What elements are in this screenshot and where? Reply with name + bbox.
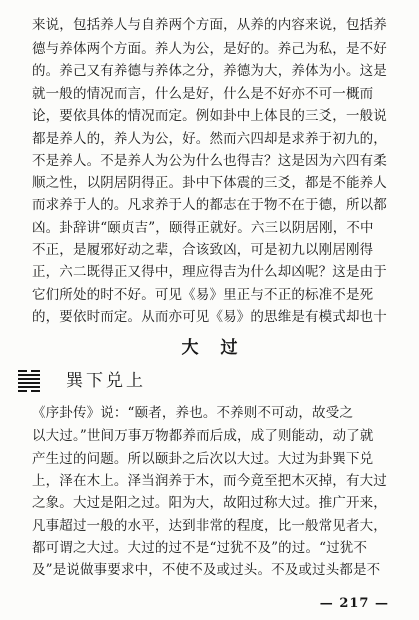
text-line: 不是养人。不是养人为公为什么也得吉？这是因为六四有柔 <box>32 153 387 169</box>
text-line: 正，六二既得正又得中，理应得吉为什么却凶呢？这是由于 <box>32 264 387 280</box>
text-line: 它们所处的时不好。可见《易》里正与不正的标准不是死 <box>32 287 374 303</box>
text-line: 凡事超过一般的水平，达到非常的程度，比一般常见者大， <box>32 518 387 534</box>
page-number: — 217 — <box>319 596 389 611</box>
text-line: 都是养人的，养人为公，好。然而六四却是求养于初九的， <box>32 131 387 147</box>
text-line: 以大过。”世间万事万物都养而后成，成了则能动，动了就 <box>32 428 374 444</box>
text-line: 之象。大过是阳之过。阳为大，故阳过称大过。推广开来， <box>32 495 387 511</box>
text-line: 的，要依时而定。从而亦可见《易》的思维是有模式却也十 <box>32 309 387 325</box>
text-line: 而求养于人的。凡求养于人的都志在于物不在于德，所以都 <box>32 197 387 213</box>
hexagram-daguo-icon <box>18 370 40 392</box>
section-title: 大过 <box>181 338 260 358</box>
text-line: 都可谓之大过。大过的过不是“过犹不及”的过。“过犹不 <box>32 540 368 556</box>
text-line: 产生过的问题。所以颐卦之后次以大过。大过为卦巽下兑 <box>32 451 374 467</box>
text-line: 的。养己又有养德与养体之分，养德为大，养体为小。这是 <box>32 63 387 79</box>
text-line: 论，要依具体的情况而定。例如卦中上体艮的三爻，一般说 <box>32 108 387 124</box>
text-line: 不正，是履邪好动之辈，合该致凶，可是初九以刚居刚得 <box>32 242 374 258</box>
text-line: 来说，包括养人与自养两个方面，从养的内容来说，包括养 <box>32 17 387 33</box>
text-line: 《序卦传》说：“颐者，养也。不养则不可动，故受之 <box>32 405 354 421</box>
hexagram-title: 巽下兑上 <box>66 371 146 391</box>
text-line: 德与养体两个方面。养人为公，是好的。养己为私，是不好 <box>32 41 387 57</box>
text-line: 凶。卦辞讲“颐贞吉”，颐得正就好。六三以阴居刚，不中 <box>32 220 374 236</box>
text-line: 上，泽在木上。泽当润养于木，而今竟至把木灭掉，有大过 <box>32 473 387 489</box>
text-line: 就一般的情况而言，什么是好，什么是不好亦不可一概而 <box>32 86 374 102</box>
text-line: 顺之性，以阴居阴得正。卦中下体震的三爻，都是不能养人 <box>32 175 387 191</box>
text-line: 及”是说做事要求中，不使不及或过头。不及或过头都是不 <box>32 562 381 578</box>
